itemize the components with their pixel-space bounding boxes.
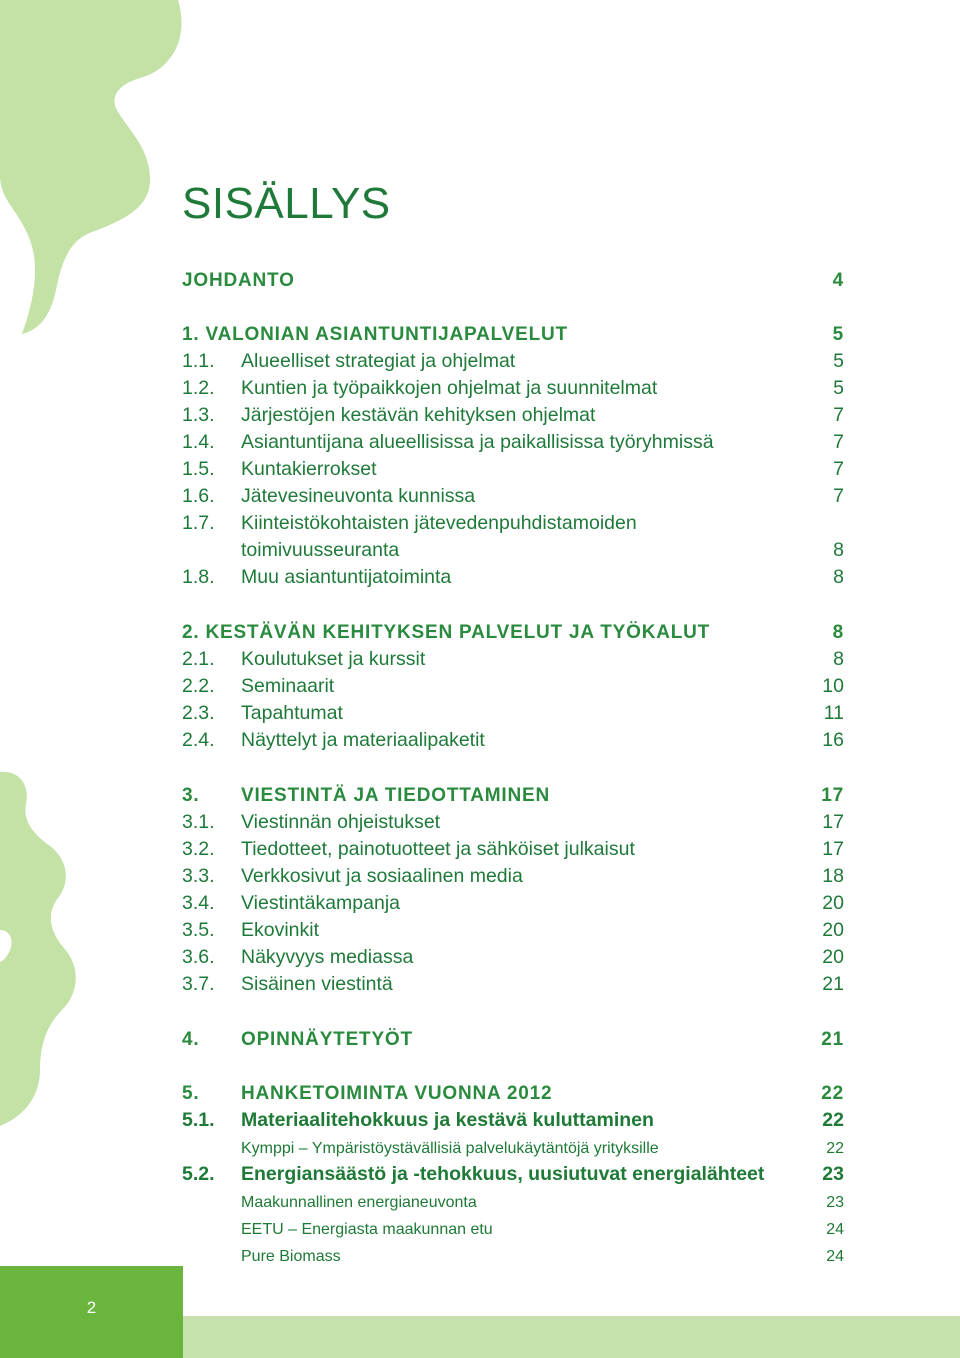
- toc-entry[interactable]: [182, 456, 852, 483]
- toc-number: 5.1.: [182, 1109, 215, 1131]
- toc-label: Järjestöjen kestävän kehityksen ohjelmat: [241, 404, 596, 426]
- toc-label: Seminaarit: [241, 675, 335, 697]
- toc-page-number: 16: [822, 729, 844, 751]
- toc-project-entry[interactable]: [182, 1243, 852, 1270]
- toc-entry-section-4[interactable]: [182, 1026, 852, 1053]
- toc-label: Kiinteistökohtaisten jätevedenpuhdistamoiden: [241, 512, 637, 534]
- toc-entry[interactable]: [182, 646, 852, 673]
- footer-strip: [183, 1316, 960, 1358]
- toc-entry[interactable]: [182, 971, 852, 998]
- toc-page-number: 17: [822, 838, 844, 860]
- toc-label: Materiaalitehokkuus ja kestävä kuluttaminen: [241, 1109, 654, 1131]
- toc-entry[interactable]: [182, 944, 852, 971]
- toc-number: 5.2.: [182, 1163, 215, 1185]
- toc-entry[interactable]: [182, 890, 852, 917]
- toc-page-number: 20: [822, 919, 844, 941]
- toc-entry[interactable]: [182, 537, 852, 564]
- toc-label: Näyttelyt ja materiaalipaketit: [241, 729, 485, 751]
- toc-label: Tiedotteet, painotuotteet ja sähköiset julkaisut: [241, 838, 635, 860]
- toc-page-number: 5: [832, 324, 844, 345]
- toc-page-number: 20: [822, 892, 844, 914]
- toc-label: Näkyvyys mediassa: [241, 946, 414, 968]
- toc-entry-section-5-1[interactable]: [182, 1107, 852, 1134]
- toc-number: 3.4.: [182, 892, 215, 914]
- toc-page-number: 5: [833, 350, 844, 372]
- toc-entry-section-2[interactable]: [182, 619, 852, 646]
- toc-number: 2.3.: [182, 702, 215, 724]
- toc-page-number: 17: [822, 811, 844, 833]
- toc-page-number: 4: [832, 270, 844, 291]
- toc-number: 3.2.: [182, 838, 215, 860]
- toc-number: 1.7.: [182, 512, 215, 534]
- toc-heading-label: 2. KESTÄVÄN KEHITYKSEN PALVELUT JA TYÖKALUT: [182, 622, 711, 643]
- toc-entry[interactable]: [182, 700, 852, 727]
- toc-entry[interactable]: [182, 348, 852, 375]
- toc-heading-label: HANKETOIMINTA VUONNA 2012: [241, 1083, 553, 1104]
- toc-entry-section-1[interactable]: [182, 321, 852, 348]
- toc-entry[interactable]: [182, 673, 852, 700]
- toc-page-number: 7: [833, 458, 844, 480]
- toc-entry[interactable]: [182, 375, 852, 402]
- mid-left-leaf-hole: [0, 930, 12, 962]
- toc-page-number: 7: [833, 404, 844, 426]
- toc-entry[interactable]: [182, 836, 852, 863]
- toc-label: EETU – Energiasta maakunnan etu: [241, 1221, 493, 1238]
- toc-entry[interactable]: [182, 917, 852, 944]
- toc-number: 3.1.: [182, 811, 215, 833]
- page-title: SISÄLLYS: [182, 179, 391, 228]
- toc-page-number: 8: [833, 648, 844, 670]
- toc-page-number: 5: [833, 377, 844, 399]
- toc-project-entry[interactable]: [182, 1189, 852, 1216]
- toc-page-number: 20: [822, 946, 844, 968]
- toc-label: Jätevesineuvonta kunnissa: [241, 485, 476, 507]
- toc-entry-section-5[interactable]: [182, 1080, 852, 1107]
- toc-label: Muu asiantuntijatoiminta: [241, 566, 452, 588]
- toc-label: Kymppi – Ympäristöystävällisiä palvelukäytäntöjä yrityksille: [241, 1140, 659, 1157]
- toc-entry[interactable]: [182, 510, 852, 537]
- toc-label: toimivuusseuranta: [241, 539, 400, 561]
- toc-page-number: 8: [833, 539, 844, 561]
- toc-number: 3.3.: [182, 865, 215, 887]
- toc-entry[interactable]: [182, 429, 852, 456]
- toc-number: 3.7.: [182, 973, 215, 995]
- toc-heading-label: VIESTINTÄ JA TIEDOTTAMINEN: [241, 785, 550, 806]
- toc-label: Maakunnallinen energianeuvonta: [241, 1194, 477, 1211]
- top-left-leaf-shape: [0, 0, 182, 334]
- toc-page-number: 22: [822, 1109, 844, 1131]
- toc-label: Ekovinkit: [241, 919, 320, 941]
- toc-number: 1.3.: [182, 404, 215, 426]
- toc-page-number: 23: [826, 1194, 844, 1211]
- toc-entry-johdanto[interactable]: [182, 267, 852, 294]
- toc-entry[interactable]: [182, 402, 852, 429]
- toc-heading-label: OPINNÄYTETYÖT: [241, 1029, 413, 1050]
- toc-number: 2.2.: [182, 675, 215, 697]
- toc-label: Viestintäkampanja: [241, 892, 400, 914]
- toc-page-number: 21: [822, 973, 844, 995]
- toc-number: 4.: [182, 1029, 200, 1050]
- toc-page-number: 22: [821, 1083, 844, 1104]
- toc-heading-label: 1. VALONIAN ASIANTUNTIJAPALVELUT: [182, 324, 568, 345]
- toc-page-number: 24: [826, 1248, 844, 1265]
- toc-page-number: 17: [821, 785, 844, 806]
- toc-number: 3.6.: [182, 946, 215, 968]
- toc-page-number: 8: [832, 622, 844, 643]
- toc-number: 3.: [182, 785, 200, 806]
- toc-page-number: 24: [826, 1221, 844, 1238]
- toc-number: 1.8.: [182, 566, 215, 588]
- toc-label: Tapahtumat: [241, 702, 343, 724]
- toc-number: 1.6.: [182, 485, 215, 507]
- toc-page-number: 23: [822, 1163, 844, 1185]
- toc-label: Sisäinen viestintä: [241, 973, 393, 995]
- toc-page-number: 18: [822, 865, 844, 887]
- toc-entry[interactable]: [182, 483, 852, 510]
- toc-number: 3.5.: [182, 919, 215, 941]
- toc-page-number: 22: [826, 1140, 844, 1157]
- toc-label: Energiansäästö ja -tehokkuus, uusiutuvat energialähteet: [241, 1163, 765, 1185]
- toc-number: 2.4.: [182, 729, 215, 751]
- toc-page-number: 21: [821, 1029, 844, 1050]
- toc-project-entry[interactable]: [182, 1216, 852, 1243]
- toc-label: Pure Biomass: [241, 1248, 341, 1265]
- mid-left-leaf-shape: [0, 772, 76, 1126]
- toc-label: Kuntien ja työpaikkojen ohjelmat ja suunnitelmat: [241, 377, 658, 399]
- toc-project-entry[interactable]: [182, 1135, 852, 1162]
- toc-page-number: 10: [822, 675, 844, 697]
- toc-number: 2.1.: [182, 648, 215, 670]
- toc-page-number: 7: [833, 431, 844, 453]
- toc-label: Asiantuntijana alueellisissa ja paikallisissa työryhmissä: [241, 431, 714, 453]
- toc-number: 1.5.: [182, 458, 215, 480]
- toc-number: 1.4.: [182, 431, 215, 453]
- toc-label: Verkkosivut ja sosiaalinen media: [241, 865, 523, 887]
- toc-entry[interactable]: [182, 727, 852, 754]
- toc-label: Alueelliset strategiat ja ohjelmat: [241, 350, 516, 372]
- toc-label: Koulutukset ja kurssit: [241, 648, 426, 670]
- toc-entry-section-3[interactable]: [182, 782, 852, 809]
- toc-page-number: 11: [823, 702, 844, 724]
- toc-entry-section-5-2[interactable]: [182, 1161, 852, 1188]
- toc-page-number: 7: [833, 485, 844, 507]
- toc-number: 5.: [182, 1083, 200, 1104]
- toc-label: Kuntakierrokset: [241, 458, 377, 480]
- toc-entry[interactable]: [182, 564, 852, 591]
- toc-entry[interactable]: [182, 863, 852, 890]
- toc-page-number: 8: [833, 566, 844, 588]
- toc-number: 1.1.: [182, 350, 215, 372]
- toc-number: 1.2.: [182, 377, 215, 399]
- page-number: 2: [86, 1298, 97, 1317]
- toc-label: Viestinnän ohjeistukset: [241, 811, 441, 833]
- toc-entry[interactable]: [182, 809, 852, 836]
- toc-heading-label: JOHDANTO: [182, 270, 295, 291]
